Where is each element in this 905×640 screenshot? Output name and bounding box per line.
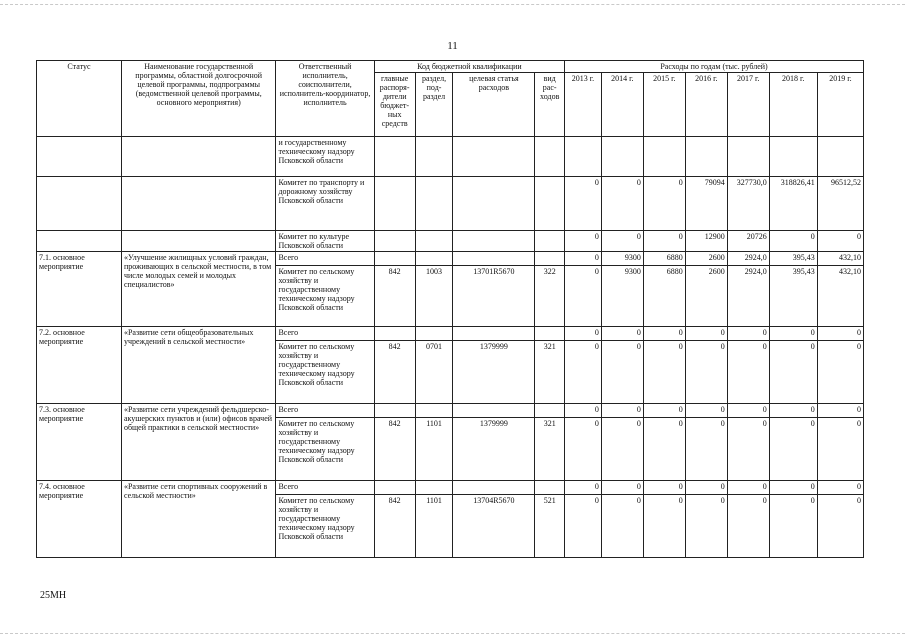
cell-total-label: Всего xyxy=(276,252,374,266)
cell-value: 0 xyxy=(565,177,602,231)
header-expenses: Расходы по годам (тыс. рублей) xyxy=(565,61,864,73)
cell-target xyxy=(453,177,535,231)
cell-value: 0 xyxy=(817,481,863,495)
cell-value: 0 xyxy=(769,495,817,558)
cell-grbs xyxy=(374,177,415,231)
cell-value: 0 xyxy=(727,481,769,495)
cell-grbs: 842 xyxy=(374,266,415,327)
cell-executor: Комитет по сельскому хозяйству и государственному техническому надзору Псковской области xyxy=(276,266,374,327)
cell-status: 7.2. основное мероприятие xyxy=(37,327,122,404)
cell-value: 12900 xyxy=(685,231,727,252)
cell-value: 0 xyxy=(565,404,602,418)
page-number: 11 xyxy=(447,40,458,52)
cell-value: 0 xyxy=(727,418,769,481)
cell-value: 0 xyxy=(601,177,643,231)
footer-code: 25МН xyxy=(40,590,67,601)
cell-kind xyxy=(535,231,565,252)
cell-value: 395,43 xyxy=(769,252,817,266)
cell-status xyxy=(37,177,122,231)
header-year: 2014 г. xyxy=(601,73,643,137)
cell-value: 0 xyxy=(565,481,602,495)
cell-value: 0 xyxy=(727,341,769,404)
table-row-total xyxy=(37,404,864,418)
cell-grbs: 842 xyxy=(374,418,415,481)
cell-value: 2600 xyxy=(685,266,727,327)
cell-target: 1379999 xyxy=(453,418,535,481)
cell-value: 0 xyxy=(817,404,863,418)
table-row xyxy=(37,137,864,177)
cell-section: 0701 xyxy=(415,341,453,404)
scan-edge-top xyxy=(0,4,905,5)
header-year: 2019 г. xyxy=(817,73,863,137)
cell-grbs: 842 xyxy=(374,495,415,558)
cell-kind: 321 xyxy=(535,418,565,481)
cell-value: 0 xyxy=(601,481,643,495)
cell-value: 0 xyxy=(601,495,643,558)
budget-table xyxy=(36,60,864,558)
cell-value: 0 xyxy=(643,481,685,495)
cell-value: 79094 xyxy=(685,177,727,231)
cell-status: 7.3. основное мероприятие xyxy=(37,404,122,481)
cell-name: «Развитие сети учреждений фельдшерско-акушерских пунктов и (или) офисов врачей общей практики в сельской местности» xyxy=(121,404,276,481)
cell-grbs: 842 xyxy=(374,341,415,404)
cell-value: 9300 xyxy=(601,252,643,266)
cell-value: 0 xyxy=(817,231,863,252)
cell-value: 0 xyxy=(601,418,643,481)
cell-value: 432,10 xyxy=(817,252,863,266)
header-section: раздел, под-раздел xyxy=(415,73,453,137)
cell-value: 0 xyxy=(565,418,602,481)
table-row xyxy=(37,177,864,231)
header-kind: вид рас-ходов xyxy=(535,73,565,137)
cell-value xyxy=(817,137,863,177)
cell-value xyxy=(727,137,769,177)
cell-value: 0 xyxy=(601,341,643,404)
cell-value: 0 xyxy=(769,231,817,252)
cell-value: 432,10 xyxy=(817,266,863,327)
cell-name: «Улучшение жилищных условий граждан, проживающих в сельской местности, в том числе молодых семей и молодых специалистов» xyxy=(121,252,276,327)
cell-value: 2924,0 xyxy=(727,266,769,327)
cell-executor: Комитет по транспорту и дорожному хозяйству Псковской области xyxy=(276,177,374,231)
cell-value xyxy=(643,137,685,177)
cell-section: 1003 xyxy=(415,266,453,327)
table-row xyxy=(37,231,864,252)
header-name: Наименование государственной программы, областной долгосрочной целевой программы, подпрограммы (ведомственной целевой программы, основного мероприятия) xyxy=(121,61,276,137)
table-row-total xyxy=(37,327,864,341)
cell-value: 0 xyxy=(565,327,602,341)
cell-value: 0 xyxy=(727,495,769,558)
cell-value: 0 xyxy=(727,327,769,341)
table-row-total xyxy=(37,481,864,495)
cell-value: 0 xyxy=(601,327,643,341)
cell-value: 0 xyxy=(685,327,727,341)
cell-kind: 521 xyxy=(535,495,565,558)
cell-value: 9300 xyxy=(601,266,643,327)
cell-value: 0 xyxy=(685,481,727,495)
cell-value xyxy=(769,137,817,177)
cell-value: 0 xyxy=(643,495,685,558)
cell-status: 7.4. основное мероприятие xyxy=(37,481,122,558)
cell-total-label: Всего xyxy=(276,481,374,495)
cell-value: 0 xyxy=(817,327,863,341)
header-grbs: главные распоря-дители бюджет-ных средств xyxy=(374,73,415,137)
cell-value: 0 xyxy=(817,341,863,404)
cell-section xyxy=(415,137,453,177)
cell-value: 0 xyxy=(685,341,727,404)
cell-name: «Развитие сети спортивных сооружений в сельской местности» xyxy=(121,481,276,558)
cell-executor: и государственному техническому надзору Псковской области xyxy=(276,137,374,177)
cell-value: 2924,0 xyxy=(727,252,769,266)
cell-value xyxy=(685,137,727,177)
cell-value: 0 xyxy=(769,418,817,481)
cell-value: 2600 xyxy=(685,252,727,266)
cell-status xyxy=(37,231,122,252)
header-target: целевая статья расходов xyxy=(453,73,535,137)
header-status: Статус xyxy=(37,61,122,137)
cell-status xyxy=(37,137,122,177)
header-executor: Ответственный исполнитель, соисполнители, исполнитель-координатор, исполнитель xyxy=(276,61,374,137)
cell-value: 0 xyxy=(817,495,863,558)
cell-value: 0 xyxy=(817,418,863,481)
cell-value: 0 xyxy=(769,481,817,495)
cell-value: 0 xyxy=(643,177,685,231)
header-year: 2013 г. xyxy=(565,73,602,137)
cell-total-label: Всего xyxy=(276,327,374,341)
cell-target: 13701R5670 xyxy=(453,266,535,327)
cell-value: 0 xyxy=(643,418,685,481)
cell-total-label: Всего xyxy=(276,404,374,418)
cell-value: 0 xyxy=(643,231,685,252)
scan-edge-bottom xyxy=(0,633,905,634)
cell-value: 0 xyxy=(685,495,727,558)
cell-target xyxy=(453,231,535,252)
cell-status: 7.1. основное мероприятие xyxy=(37,252,122,327)
table-row-total xyxy=(37,252,864,266)
cell-value: 0 xyxy=(565,495,602,558)
cell-executor: Комитет по сельскому хозяйству и государственному техническому надзору Псковской области xyxy=(276,495,374,558)
cell-value: 0 xyxy=(643,341,685,404)
cell-value: 20726 xyxy=(727,231,769,252)
cell-value: 0 xyxy=(685,404,727,418)
header-year: 2018 г. xyxy=(769,73,817,137)
header-year: 2017 г. xyxy=(727,73,769,137)
cell-value: 0 xyxy=(769,327,817,341)
cell-value: 0 xyxy=(601,231,643,252)
cell-kind: 322 xyxy=(535,266,565,327)
cell-value: 0 xyxy=(565,231,602,252)
header-year: 2015 г. xyxy=(643,73,685,137)
cell-value: 0 xyxy=(643,404,685,418)
cell-executor: Комитет по культуре Псковской области xyxy=(276,231,374,252)
cell-kind xyxy=(535,137,565,177)
header-budget-code: Код бюджетной квалификации xyxy=(374,61,564,73)
header-year: 2016 г. xyxy=(685,73,727,137)
cell-value: 0 xyxy=(565,252,602,266)
cell-section: 1101 xyxy=(415,495,453,558)
cell-value: 0 xyxy=(565,341,602,404)
cell-name: «Развитие сети общеобразовательных учреждений в сельской местности» xyxy=(121,327,276,404)
cell-name xyxy=(121,177,276,231)
cell-value: 395,43 xyxy=(769,266,817,327)
cell-value: 0 xyxy=(601,404,643,418)
cell-target: 13704R5670 xyxy=(453,495,535,558)
cell-value: 327730,0 xyxy=(727,177,769,231)
cell-value: 96512,52 xyxy=(817,177,863,231)
cell-section xyxy=(415,231,453,252)
cell-kind: 321 xyxy=(535,341,565,404)
cell-value: 0 xyxy=(643,327,685,341)
cell-value: 6880 xyxy=(643,266,685,327)
cell-value: 0 xyxy=(565,266,602,327)
cell-section: 1101 xyxy=(415,418,453,481)
cell-target: 1379999 xyxy=(453,341,535,404)
cell-executor: Комитет по сельскому хозяйству и государственному техническому надзору Псковской области xyxy=(276,341,374,404)
cell-target xyxy=(453,137,535,177)
cell-section xyxy=(415,177,453,231)
cell-grbs xyxy=(374,231,415,252)
cell-name xyxy=(121,137,276,177)
cell-executor: Комитет по сельскому хозяйству и государственному техническому надзору Псковской области xyxy=(276,418,374,481)
cell-value: 0 xyxy=(769,341,817,404)
cell-value: 6880 xyxy=(643,252,685,266)
cell-name xyxy=(121,231,276,252)
header-row-1 xyxy=(37,61,864,73)
cell-value xyxy=(601,137,643,177)
cell-value: 0 xyxy=(727,404,769,418)
cell-value xyxy=(565,137,602,177)
cell-value: 318826,41 xyxy=(769,177,817,231)
cell-value: 0 xyxy=(685,418,727,481)
cell-grbs xyxy=(374,137,415,177)
cell-value: 0 xyxy=(769,404,817,418)
cell-kind xyxy=(535,177,565,231)
